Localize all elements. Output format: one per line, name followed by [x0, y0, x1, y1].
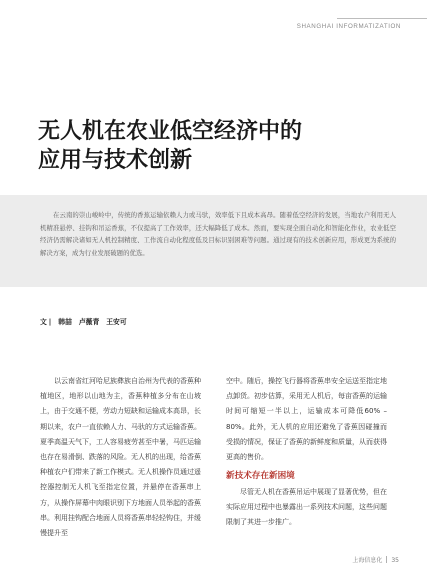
author-name: 卢薇青: [78, 318, 100, 326]
section-heading: 新技术存在新困境: [226, 471, 295, 481]
byline-prefix: 文: [40, 318, 47, 326]
body-column-left: 以云南省红河哈尼族彝族自治州为代表的香蕉种植地区，地形以山地为主，香蕉种植多分布在山坡上，由于交通不便，劳动力短缺和运输成本高昂，长期以来，农户一直依赖人力、马驮的方式运输香蕉。夏季高温天气下，工人容易疲劳甚至中暑，马匹运输也存在易滑倒、跌落的风险。无人机的出现，给香蕉种植农户们带来了新工作模式。无人机操作员通过遥控器控制无人机飞至指定位置，并悬停在香蕉串上方，从操作屏幕中肉眼识别下方地面人员举起的香蕉串。利用挂钩配合地面人员将香蕉串轻轻钩住，并缓慢提升至: [40, 377, 201, 538]
footer-divider: [386, 556, 387, 563]
body-paragraph-after-heading: 尽管无人机在香蕉吊运中展现了显著优势，但在实际应用过程中也暴露出一系列技术问题，这些问题限制了其进一步推广。: [226, 488, 387, 527]
author-name: 王安可: [106, 318, 127, 326]
title-line-1: 无人机在农业低空经济中的: [38, 119, 303, 144]
header-rule: [337, 18, 427, 19]
page-number: 35: [391, 557, 399, 564]
byline-separator: |: [48, 318, 52, 326]
page-footer: [352, 555, 399, 564]
abstract-text: 在云南的崇山峻岭中，传统的香蕉运输依赖人力或马驮，效率低下且成本高昂。随着低空经济的发展，当地农户利用无人机精准悬停、挂钩和吊运香蕉，不仅提高了工作效率，还大幅降低了成本。然而，要实现全面自动化和智能化作业，农业低空经济仍需解决诸如无人机控制精度、工作流自动化程度低及目标识别困难等问题。通过现有的技术创新应用，形成更为系统的解决方案，成为行业发展破题的优选。: [40, 211, 396, 257]
publication-name: 上海信息化: [352, 557, 383, 564]
author-byline: [40, 316, 127, 326]
body-paragraph: 空中。随后，操控飞行器将香蕉串安全运送至指定地点卸货。初步估算，采用无人机后，每亩香蕉的运输时间可缩短一半以上，运输成本可降低60% – 80%。此外，无人机的应用还避免了香蕉因碰撞而受损的情况，保证了香蕉的新鲜度和质量，从而获得更高的售价。: [226, 377, 387, 462]
body-column-right: [226, 374, 387, 465]
author-name: 韩喆: [58, 318, 72, 326]
section-label: SHANGHAI INFORMATIZATION: [296, 23, 401, 30]
title-line-2: 应用与技术创新: [38, 148, 193, 173]
article-title: [38, 117, 378, 175]
